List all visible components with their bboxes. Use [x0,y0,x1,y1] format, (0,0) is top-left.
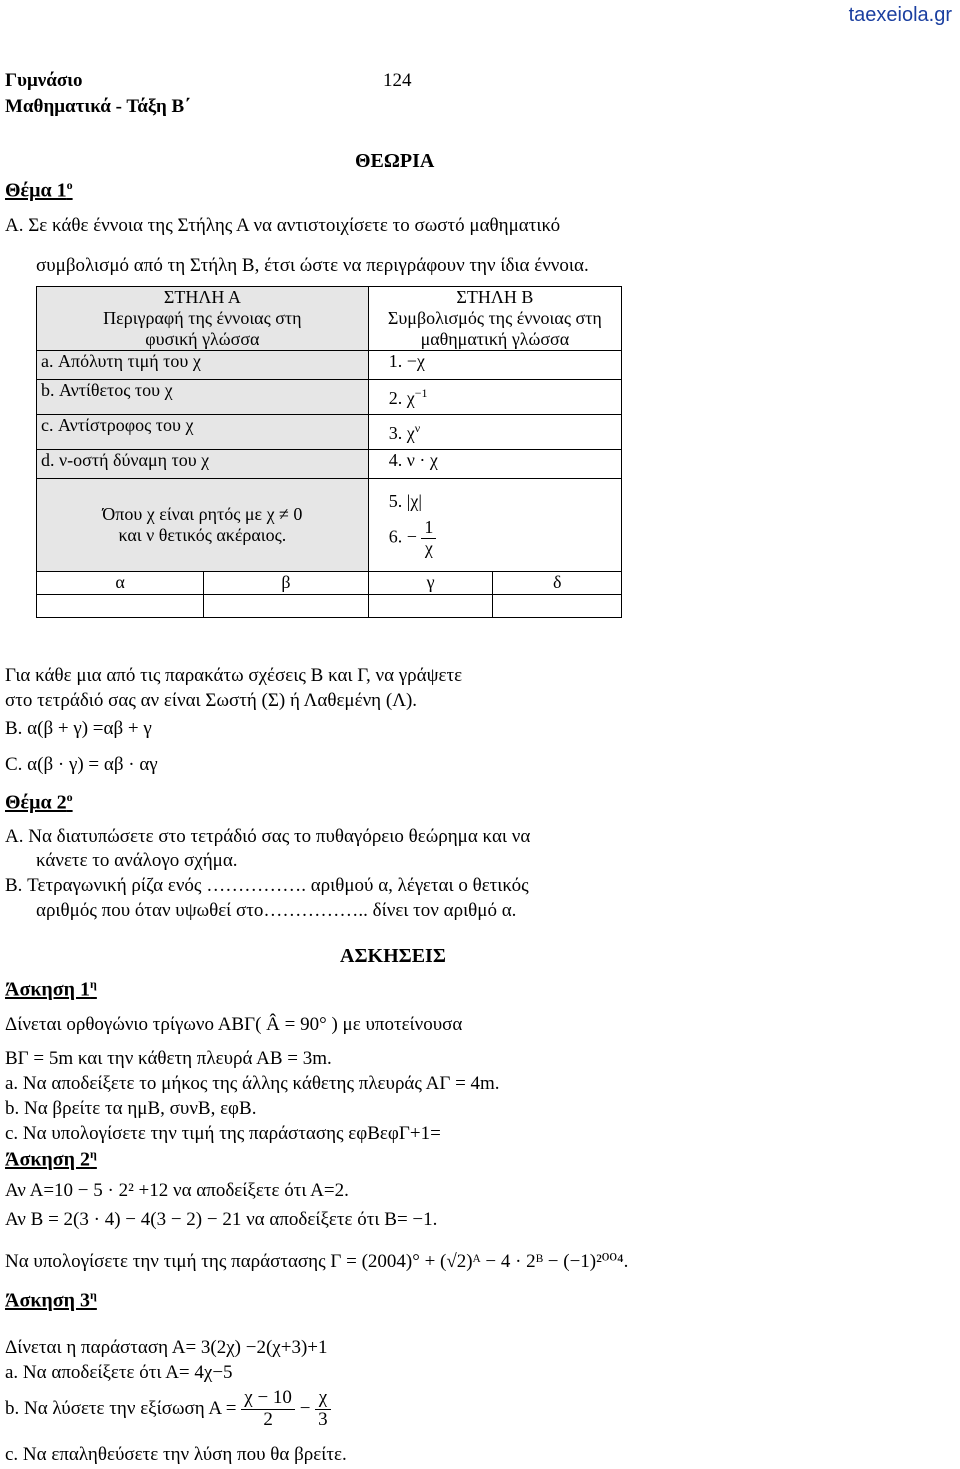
answer-header: δ [493,572,622,595]
exercise3-c: c. Να επαληθεύσετε την λύση που θα βρείτε. [5,1444,347,1465]
matching-table [36,286,622,618]
exercise2-line1: Αν Α=10 − 5 · 2² +12 να αποδείξετε ότι Α=2. [5,1180,349,1201]
exercise3-a: a. Να αποδείξετε ότι Α= 4χ−5 [5,1362,233,1383]
column-b-items-5-6: 5. |χ| 6. − $\frac{1}{\chi}$ [368,479,621,572]
column-b-item: 1. −χ [368,351,621,380]
column-a-header: ΣΤΗΛΗ Α Περιγραφή της έννοιας στη φυσική γλώσσα [37,287,369,351]
exercise3-label: Άσκηση $3^\eta$ [5,1288,97,1312]
exercises-title: ΑΣΚΗΣΕΙΣ [340,945,446,967]
theory-title: ΘΕΩΡΙΑ [355,150,435,172]
column-a-note: Όπου χ είναι ρητός με χ ≠ 0 και ν θετικός ακέραιος. [37,479,369,572]
exercise1-c: c. Να υπολογίσετε την τιμή της παράστασης εφΒεφΓ+1= [5,1123,441,1144]
subject-label: Μαθηματικά - Τάξη Β΄ [5,96,191,117]
topic1-instruction-line2: στο τετράδιό σας αν είναι Σωστή (Σ) ή Λαθεμένη (Λ). [5,690,418,711]
column-a-item: a. Απόλυτη τιμή του χ [37,351,369,380]
topic2-b-line2: αριθμός που όταν υψωθεί στο…………….. δίνει τον αριθμό α. [36,900,517,921]
topic1-label: Θέμα $1^o$ [5,178,73,202]
exercise2-line2: Αν Β = 2(3 · 4) − 4(3 − 2) − 21 να αποδείξετε ότι Β= −1. [5,1209,438,1230]
topic1-a-line1: A. Σε κάθε έννοια της Στήλης Α να αντιστοιχίσετε το σωστό μαθηματικό [5,215,561,236]
relation-b: B. α(β + γ) =αβ + γ [5,718,152,739]
answer-cell [37,595,204,618]
site-watermark: taexeiola.gr [848,4,952,26]
topic1-instruction-line1: Για κάθε μια από τις παρακάτω σχέσεις Β και Γ, να γράψετε [5,665,463,686]
topic2-b-line1: B. Τετραγωνική ρίζα ενός ……………. αριθμού α, λέγεται ο θετικός [5,875,529,896]
column-a-item: d. ν-οστή δύναμη του χ [37,450,369,479]
exercise1-a: a. Να αποδείξετε το μήκος της άλλης κάθετης πλευράς ΑΓ = 4m. [5,1073,500,1094]
answer-header: α [37,572,204,595]
relation-c: C. α(β · γ) = αβ · αγ [5,754,158,775]
topic2-a-line2: κάνετε το ανάλογο σχήμα. [36,850,238,871]
column-a-item: b. Αντίθετος του χ [37,380,369,415]
exercise1-label: Άσκηση $1^\eta$ [5,977,97,1001]
column-b-item: 2. $\chi^{-1}$ [368,380,621,415]
column-a-item: c. Αντίστροφος του χ [37,415,369,450]
school-label: Γυμνάσιο [5,70,83,91]
exercise1-b: b. Να βρείτε τα ημΒ, συνΒ, εφΒ. [5,1098,257,1119]
exercise2-line3: Να υπολογίσετε την τιμή της παράστασης Γ = (2004)° + (√2)ᴬ − 4 · 2ᴮ − (−1)²⁰⁰⁴. [5,1251,629,1272]
answer-header: γ [368,572,493,595]
topic2-label: Θέμα $2^o$ [5,790,73,814]
exercise1-line2: ΒΓ = 5m και την κάθετη πλευρά ΑΒ = 3m. [5,1048,332,1069]
column-b-item: 3. $\chi^\nu$ [368,415,621,450]
topic1-a-line2: συμβολισμό από τη Στήλη Β, έτσι ώστε να περιγράφουν την ίδια έννοια. [36,255,589,276]
exercise2-label: Άσκηση $2^\eta$ [5,1147,97,1171]
answer-header: β [204,572,369,595]
exercise1-line1: Δίνεται ορθογώνιο τρίγωνο ΑΒΓ( Â = 90° ) με υποτείνουσα [5,1014,463,1035]
answer-cell [493,595,622,618]
page-number: 124 [383,70,412,91]
column-b-item: 4. ν · χ [368,450,621,479]
column-b-header: ΣΤΗΛΗ Β Συμβολισμός της έννοιας στη μαθηματική γλώσσα [368,287,621,351]
exercise3-line1: Δίνεται η παράσταση Α= 3(2χ) −2(χ+3)+1 [5,1337,328,1358]
topic2-a-line1: A. Να διατυπώσετε στο τετράδιό σας το πυθαγόρειο θεώρημα και να [5,826,531,847]
answer-cell [204,595,369,618]
answer-cell [368,595,493,618]
exercise3-b: b. Να λύσετε την εξίσωση Α = $\frac{\chi - 10}{2}$ − $\frac{\chi}{3}$ [5,1388,331,1431]
